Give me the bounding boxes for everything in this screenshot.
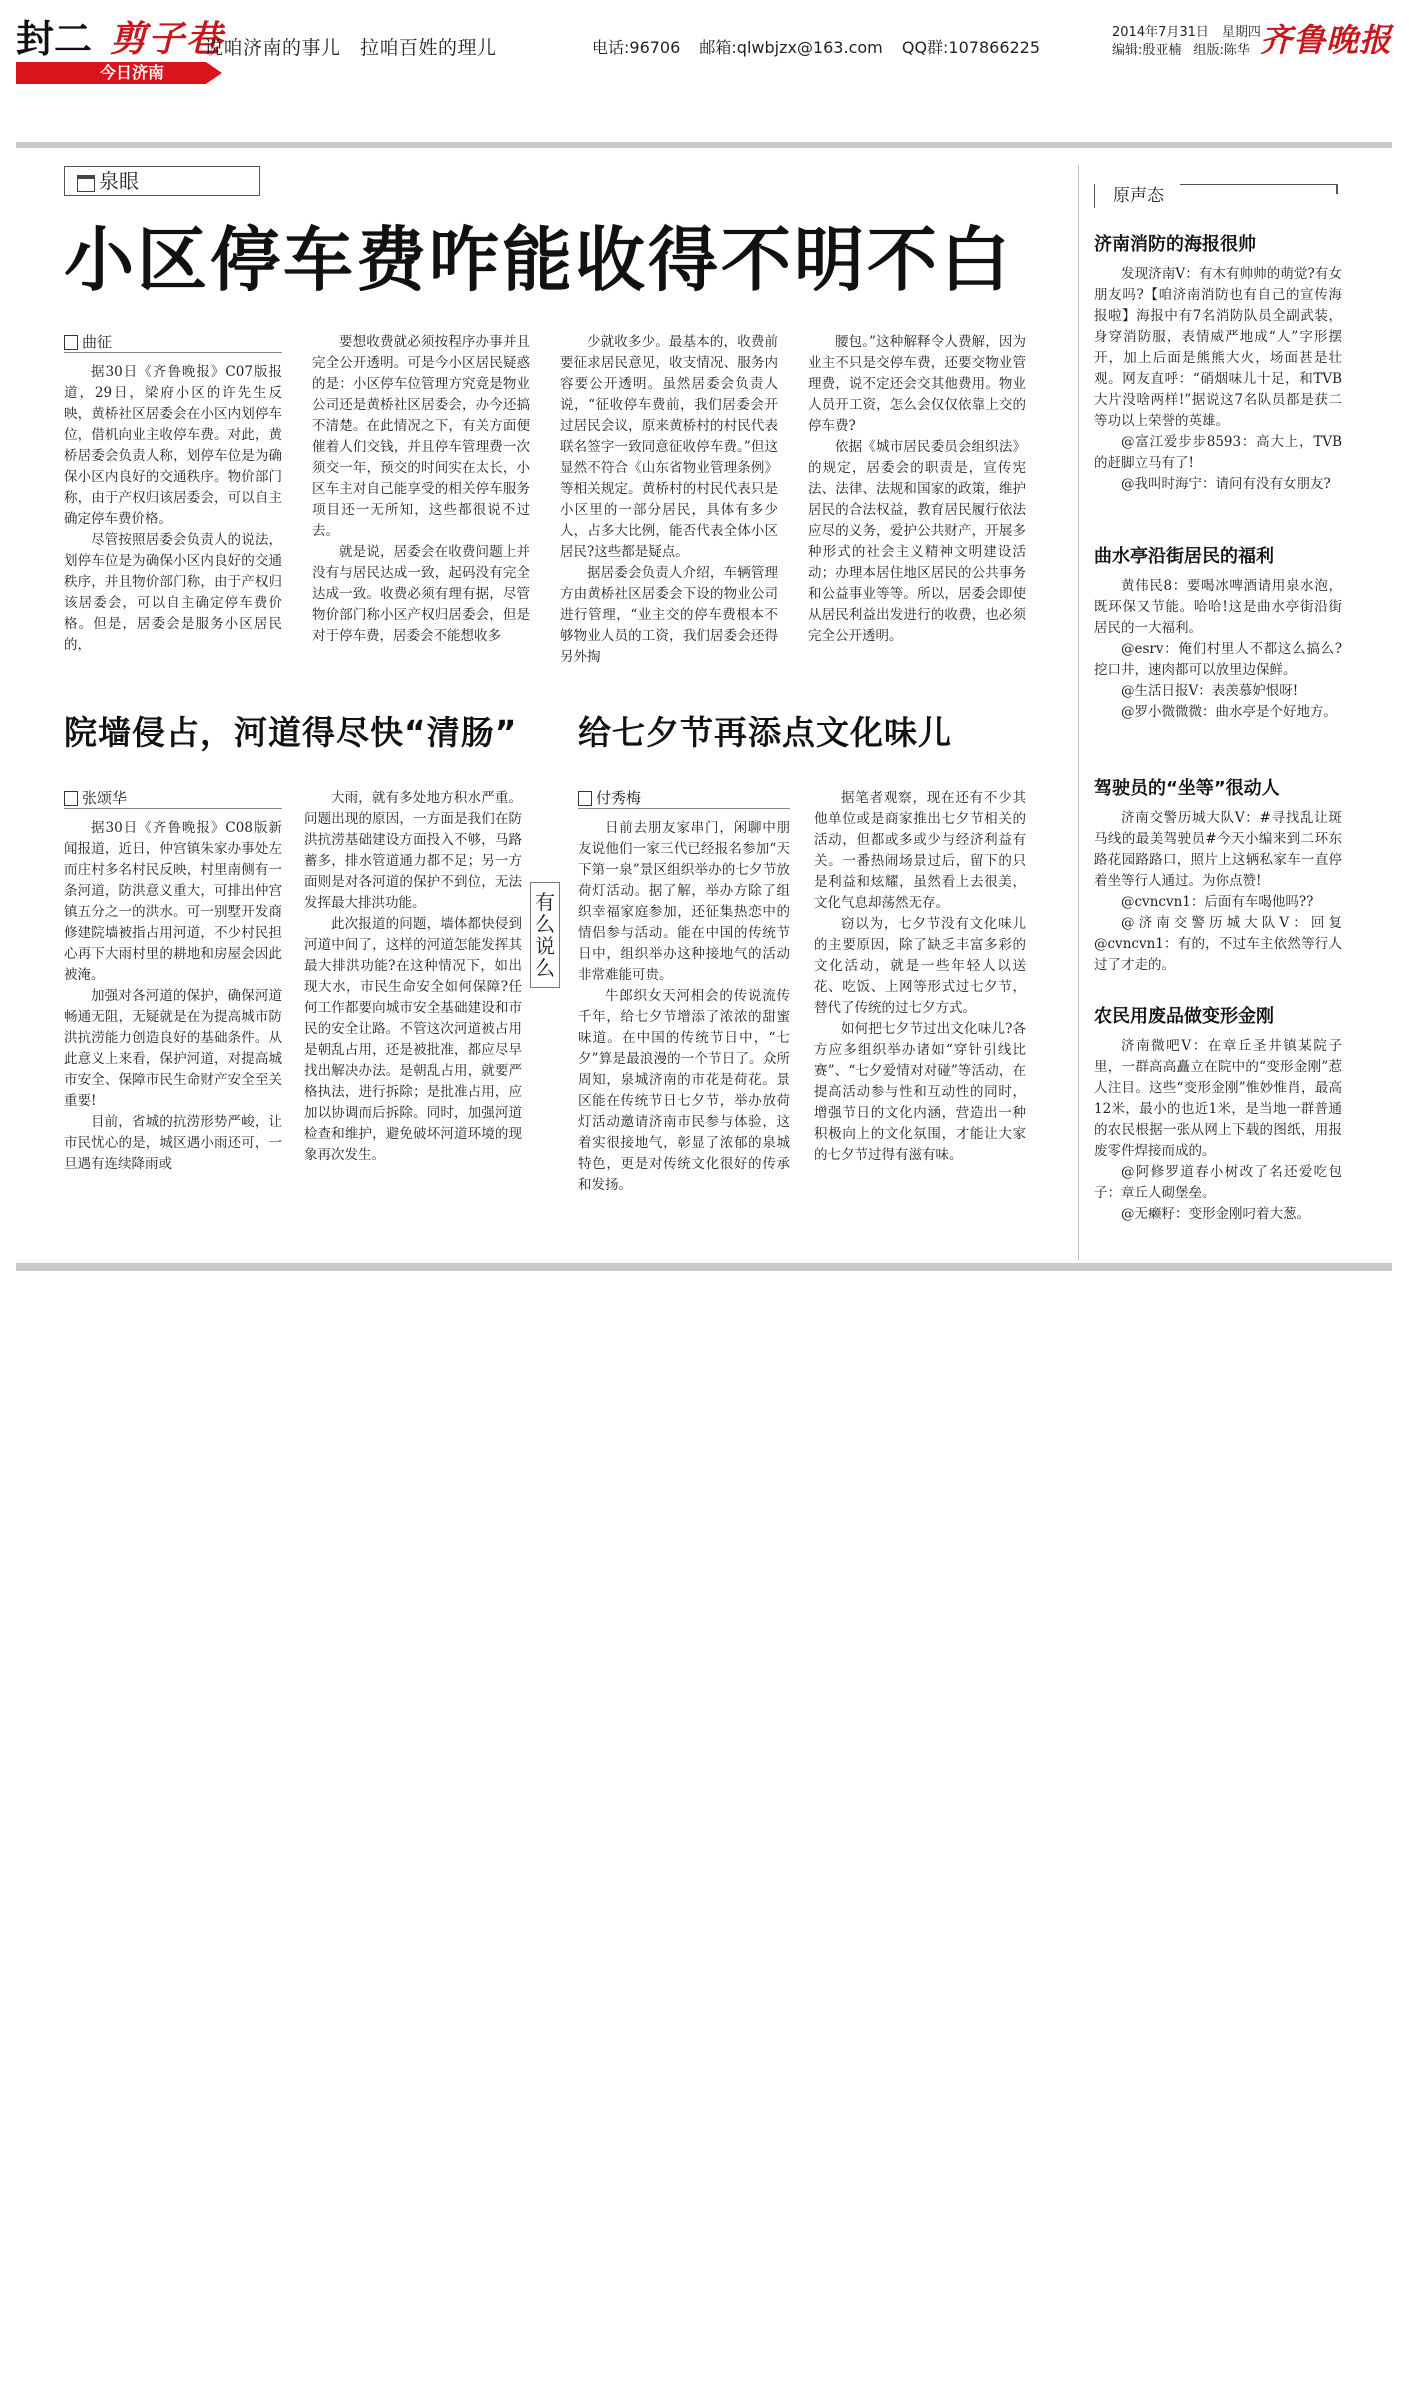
column-name: 剪子巷 <box>110 18 225 60</box>
paragraph: 如何把七夕节过出文化味儿?各方应多组织举办诸如“穿针引线比赛”、“七夕爱情对对碰”等活动，在提高活动参与性和互动性的同时，增强节日的文化内涵，营造出一种积极向上的文化氛围，才能让大家的七夕节过得有滋有味。 <box>814 1021 1026 1163</box>
section-tag: 封二 <box>16 16 93 61</box>
phone-number: 电话:96706 <box>592 38 681 57</box>
vertical-label-char: 说 <box>535 934 555 958</box>
footer-rule <box>16 1263 1392 1271</box>
sidebar-divider <box>1078 165 1079 1260</box>
main-byline: 曲征 <box>64 332 112 352</box>
vertical-label-char: 么 <box>535 912 555 936</box>
vertical-label-char: 么 <box>535 956 555 980</box>
article-three-column-2 <box>814 788 1026 1166</box>
paragraph: 尽管按照居委会负责人的说法，划停车位是为确保小区内良好的交通秩序，并且物价部门称，由于产权归该居委会，可以自主确定停车费价格。但是，居委会是服务小区居民的， <box>64 532 282 653</box>
staff-credits <box>1112 42 1262 60</box>
sidebar-item-title: 驾驶员的“坐等”很动人 <box>1094 778 1280 799</box>
publication-date: 2014年7月31日 星期四 <box>1112 25 1261 40</box>
article-two-headline: 院墙侵占，河道得尽快“清肠” <box>64 713 518 752</box>
main-column-4 <box>808 332 1026 647</box>
paragraph: 日前去朋友家串门，闲聊中朋友说他们一家三代已经报名参加“天下第一泉”景区组织举办的七夕节放荷灯活动。据了解，举办方除了组织幸福家庭参加，还征集热恋中的情侣参与活动。能在中国的传统节日中，组织举办这种接地气的活动非常难能可贵。 <box>578 820 790 983</box>
paragraph: 据30日《齐鲁晚报》C07版报道，29日，梁府小区的许先生反映，黄桥社区居委会在小区内划停车位，借机向业主收停车费。对此，黄桥居委会负责人称，划停车位是为确保小区内良好的交通秩序。物价部门称，由于产权归该居委会，可以自主确定停车费价格。 <box>64 364 282 527</box>
byline-rule <box>64 352 282 353</box>
main-kicker: 泉眼 <box>64 166 260 196</box>
paragraph: 腰包。”这种解释令人费解，因为业主不只是交停车费，还要交物业管理费，说不定还会交其他费用。物业人员开工资，怎么会仅仅依靠上交的停车费? <box>808 334 1026 434</box>
paragraph: @阿修罗道春小树改了名还爱吃包子：章丘人砌堡垒。 <box>1094 1164 1342 1201</box>
sidebar-item-body <box>1094 1036 1342 1225</box>
paragraph: 济南交警历城大队V：#寻找乱让斑马线的最美驾驶员#今天小编来到二环东路花园路路口，照片上这辆私家车一直停着坐等行人通过。为你点赞! <box>1094 810 1342 889</box>
byline-rule <box>64 808 282 809</box>
article-two-column-1 <box>64 818 282 1175</box>
paragraph: 目前，省城的抗涝形势严峻，让市民忧心的是，城区遇小雨还可，一旦遇有连续降雨或 <box>64 1114 282 1172</box>
paragraph: @我叫时海宁：请问有没有女朋友? <box>1121 476 1331 492</box>
paragraph: 加强对各河道的保护，确保河道畅通无阻，无疑就是在为提高城市防洪抗涝能力创造良好的基础条件。从此意义上来看，保护河道，对提高城市安全、保障市民生命财产安全至关重要! <box>64 988 282 1109</box>
paragraph: 窃以为，七夕节没有文化味儿的主要原因，除了缺乏丰富多彩的文化活动，就是一些年轻人以送花、吃饭、上网等形式过七夕节，替代了传统的过七夕方式。 <box>814 916 1026 1016</box>
sidebar-item-body <box>1094 808 1342 976</box>
sidebar-item-title: 曲水亭沿街居民的福利 <box>1094 546 1274 567</box>
paragraph: 大雨，就有多处地方积水严重。问题出现的原因，一方面是我们在防洪抗涝基础建设方面投入不够，马路蓄多，排水管道通力都不足；另一方面则是对各河道的保护不到位，无法发挥最大排洪功能。 <box>304 790 522 911</box>
main-headline: 小区停车费咋能收得不明不白 <box>64 219 1013 301</box>
sidebar-item-title: 农民用废品做变形金刚 <box>1094 1006 1274 1027</box>
vertical-column-label <box>530 882 560 988</box>
contact-info <box>592 36 1054 60</box>
paragraph: 少就收多少。最基本的，收费前要征求居民意见，收支情况、服务内容要公开透明。虽然居委会负责人说，“征收停车费前，我们居委会开过居民会议，原来黄桥村的村民代表联名签字一致同意征收停车费。”但这显然不符合《山东省物业管理条例》等相关规定。黄桥村的村民代表只是小区里的一部分居民，具体有多少人，占多大比例，能否代表全体小区居民?这些都是疑点。 <box>560 334 778 560</box>
paragraph: 发现济南V：有木有帅帅的萌觉?有女朋友吗?【咱济南消防也有自己的宣传海报啦】海报中有7名消防队员全副武装，身穿消防服，表情威严地成“人”字形摆开，加上后面是熊熊大火，场面甚是壮观。网友直呼：“硝烟味儿十足，和TVB大片没啥两样!”据说这7名队员都是获二等功以上荣誉的英雄。 <box>1094 266 1342 429</box>
paragraph: @无癞籽：变形金刚叼着大葱。 <box>1121 1206 1310 1222</box>
article-three-byline: 付秀梅 <box>578 788 641 808</box>
article-three-column-1 <box>578 818 790 1196</box>
article-two-column-2 <box>304 788 522 1166</box>
paragraph: @生活日报V：表羡慕妒恨呀! <box>1121 683 1299 699</box>
email-address: 邮箱:qlwbjzx@163.com <box>699 38 883 57</box>
article-three-headline: 给七夕节再添点文化味儿 <box>578 713 952 752</box>
vertical-label-char: 有 <box>535 890 555 914</box>
qq-group: QQ群:107866225 <box>901 38 1041 57</box>
header-rule <box>16 142 1392 148</box>
masthead <box>16 14 1392 84</box>
sidebar-header: 原声态 <box>1094 184 1180 208</box>
article-two-byline: 张颂华 <box>64 788 127 808</box>
layout-credit: 组版:陈华 <box>1193 43 1250 58</box>
byline-rule <box>578 808 790 809</box>
paragraph: 牛郎织女天河相会的传说流传千年，给七夕节增添了浓浓的甜蜜味道。在中国的传统节日中，“七夕”算是最浪漫的一个节日了。众所周知，泉城济南的市花是荷花。景区能在传统节日七夕节，举办放荷灯活动邀请济南市民参与体验，这着实很接地气，彰显了浓郁的泉城特色，更是对传统文化很好的传承和发扬。 <box>578 988 790 1193</box>
paragraph: @cvncvn1：后面有车喝他吗?? <box>1121 894 1314 910</box>
paragraph: 济南微吧V：在章丘圣井镇某院子里，一群高高矗立在院中的“变形金刚”惹人注目。这些“变形金刚”惟妙惟肖，最高12米，最小的也近1米，是当地一群普通的农民根据一张从网上下载的图纸，用报废零件焊接而成的。 <box>1094 1038 1342 1159</box>
slogan: 说咱济南的事儿 拉咱百姓的理儿 <box>204 37 497 59</box>
main-column-1 <box>64 362 282 656</box>
paragraph: 要想收费就必须按程序办事并且完全公开透明。可是今小区居民疑惑的是：小区停车位管理方究竟是物业公司还是黄桥社区居委会，办今还搞不清楚。在此情况之下，有关方面便催着人们交钱，并且停车管理费一次须交一年，预交的时间实在太长，小区车主对自己能享受的相关停车服务项目还一无所知，这些都很说不过去。 <box>312 334 530 539</box>
sidebar-item-body <box>1094 264 1342 495</box>
paragraph: 就是说，居委会在收费问题上并没有与居民达成一致，起码没有完全达成一致。收费必须有理有据，尽管物价部门称小区产权归居委会，但是对于停车费，居委会不能想收多 <box>312 544 530 644</box>
sidebar-item-title: 济南消防的海报很帅 <box>1094 234 1256 255</box>
paragraph: 据30日《齐鲁晚报》C08版新闻报道，近日，仲宫镇朱家办事处左而庄村多名村民反映，村里南侧有一条河道，防洪意义重大，可排出仲宫镇五分之一的洪水。可一别墅开发商修建院墙被指占用河道，不少村民担心再下大雨村里的耕地和房屋会因此被淹。 <box>64 820 282 983</box>
paragraph: 黄伟民8：要喝冰啤酒请用泉水泡，既环保又节能。哈哈!这是曲水亭街沿街居民的一大福利。 <box>1094 578 1342 636</box>
sub-banner: 今日济南 <box>16 62 206 84</box>
main-column-2 <box>312 332 530 647</box>
main-column-3 <box>560 332 778 668</box>
editor-credit: 编辑:殷亚楠 <box>1112 43 1182 58</box>
paragraph: 依据《城市居民委员会组织法》的规定，居委会的职责是，宣传宪法、法律、法规和国家的政策，维护居民的合法权益，教育居民履行依法应尽的义务，爱护公共财产，开展多种形式的社会主义精神文明建设活动；办理本居住地区居民的公共事务和公益事业等等。所以，居委会即使从居民利益出发进行的收费，也必须完全公开透明。 <box>808 439 1026 644</box>
paragraph: @esrv：俺们村里人不都这么搞么?挖口井，速肉都可以放里边保鲜。 <box>1094 641 1342 678</box>
paragraph: @罗小微微微：曲水亭是个好地方。 <box>1121 704 1337 720</box>
paragraph: 据笔者观察，现在还有不少其他单位或是商家推出七夕节相关的活动，但都或多或少与经济利益有关。一番热闹场景过后，留下的只是利益和炫耀，虽然看上去很美，文化气息却荡然无存。 <box>814 790 1026 911</box>
paragraph: 此次报道的问题，墙体都快侵到河道中间了，这样的河道怎能发挥其最大排洪功能?在这种情况下，如出现大水，市民生命安全如何保障?任何工作都要向城市安全基础建设和市民的安全让路。不管这次河道被占用是朝乱占用，还是被批准，都应尽早找出解决办法。是朝乱占用，就要严格执法，进行拆除；是批准占用，应加以协调而后拆除。同时，加强河道检查和维护，避免破坏河道环境的现象再次发生。 <box>304 916 522 1163</box>
sidebar-item-body <box>1094 576 1342 723</box>
paper-logo: 齐鲁晚报 <box>1259 21 1392 59</box>
sidebar-header-end-mark <box>1336 184 1338 194</box>
paragraph: @富江爱步步8593：高大上，TVB的赶脚立马有了! <box>1094 434 1342 471</box>
publication-meta <box>1112 24 1262 60</box>
paragraph: @济南交警历城大队V：回复@cvncvn1：有的，不过车主依然等行人过了才走的。 <box>1094 915 1342 973</box>
paragraph: 据居委会负责人介绍，车辆管理方由黄桥社区居委会下设的物业公司进行管理，“业主交的停车费根本不够物业人员的工资，我们居委会还得另外掏 <box>560 565 778 665</box>
